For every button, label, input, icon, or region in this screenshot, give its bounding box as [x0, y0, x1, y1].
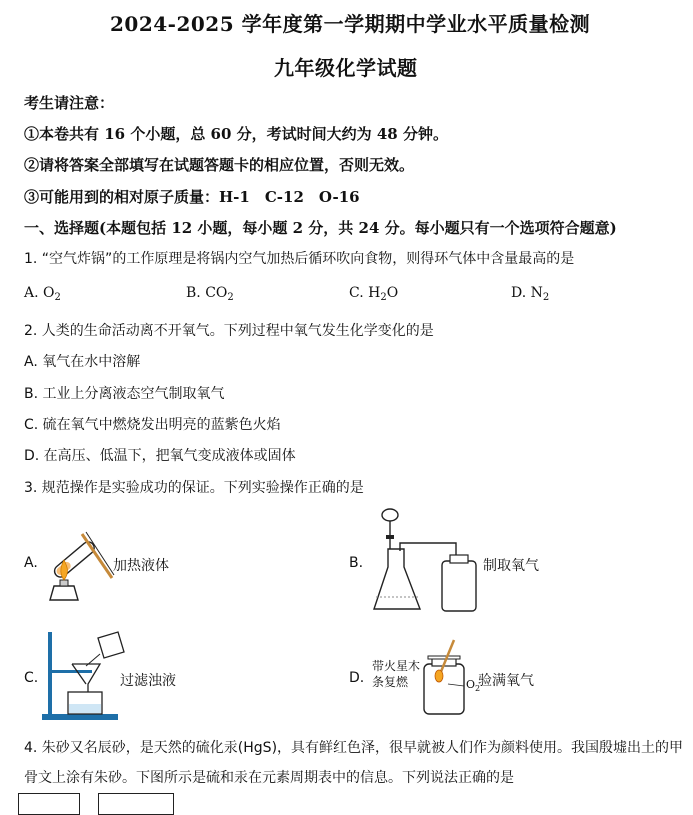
question-3-option-c-caption: 过滤浊液 — [120, 673, 176, 689]
question-3-option-a-caption: 加热液体 — [113, 558, 169, 574]
element-card-mercury — [98, 793, 174, 815]
oxygen-preparation-figure — [370, 505, 486, 617]
question-3-option-b-label: B. — [349, 555, 364, 571]
notice-item: ①本卷共有 16 个小题，总 60 分，考试时间大约为 48 分钟。 — [24, 125, 448, 143]
question-3-option-d-gas: $O_2$ — [466, 678, 481, 693]
question-3-option-a-label: A. — [24, 555, 38, 571]
question-1-option-c: C. $H_2O$ — [349, 285, 399, 303]
question-2-stem: 2. 人类的生命活动离不开氧气。下列过程中氧气发生化学变化的是 — [24, 323, 434, 339]
question-2-option-d: D. 在高压、低温下，把氧气变成液体或固体 — [24, 448, 296, 464]
question-3-option-d-caption: 验满氧气 — [478, 673, 534, 689]
question-3-option-d-label: D. — [349, 670, 365, 686]
question-3-stem: 3. 规范操作是实验成功的保证。下列实验操作正确的是 — [24, 480, 364, 496]
oxygen-check-figure — [418, 636, 482, 716]
question-1-option-b: B. $CO_2$ — [186, 285, 234, 303]
question-4-stem-line-1: 4. 朱砂又名辰砂，是天然的硫化汞(HgS)，具有鲜红色泽，很早就被人们作为颜料使用。我国殷墟出土的甲 — [24, 740, 684, 756]
question-1-stem: 1. “空气炸锅”的工作原理是将锅内空气加热后循环吹向食物，则得环气体中含量最高的是 — [24, 251, 575, 267]
question-2-option-b: B. 工业上分离液态空气制取氧气 — [24, 386, 225, 402]
exam-title: 2024-2025 学年度第一学期期中学业水平质量检测 — [110, 12, 591, 36]
question-3-option-c-label: C. — [24, 670, 39, 686]
question-3-option-b-caption: 制取氧气 — [483, 558, 539, 574]
question-3-option-d-text-1: 带火星木 — [372, 659, 421, 673]
question-1-option-a: A. $O_2$ — [24, 285, 61, 303]
notice-item: ③可能用到的相对原子质量：H-1 C-12 O-16 — [24, 188, 360, 206]
heating-liquid-figure — [40, 520, 120, 602]
section-heading: 一、选择题(本题包括 12 小题，每小题 2 分，共 24 分。每小题只有一个选项符合题意) — [24, 219, 617, 237]
question-4-stem-line-2: 骨文上涂有朱砂。下图所示是硫和汞在元素周期表中的信息。下列说法正确的是 — [24, 770, 514, 786]
exam-subtitle: 九年级化学试题 — [274, 56, 418, 80]
element-card-sulfur — [18, 793, 80, 815]
question-3-option-d-text-2: 条复燃 — [372, 675, 409, 689]
question-1-option-d: D. $N_2$ — [511, 285, 550, 303]
notice-item: ②请将答案全部填写在试题答题卡的相应位置，否则无效。 — [24, 156, 415, 174]
notice-heading: 考生请注意： — [24, 94, 115, 112]
question-2-option-a: A. 氧气在水中溶解 — [24, 354, 141, 370]
question-2-option-c: C. 硫在氧气中燃烧发出明亮的蓝紫色火焰 — [24, 417, 281, 433]
